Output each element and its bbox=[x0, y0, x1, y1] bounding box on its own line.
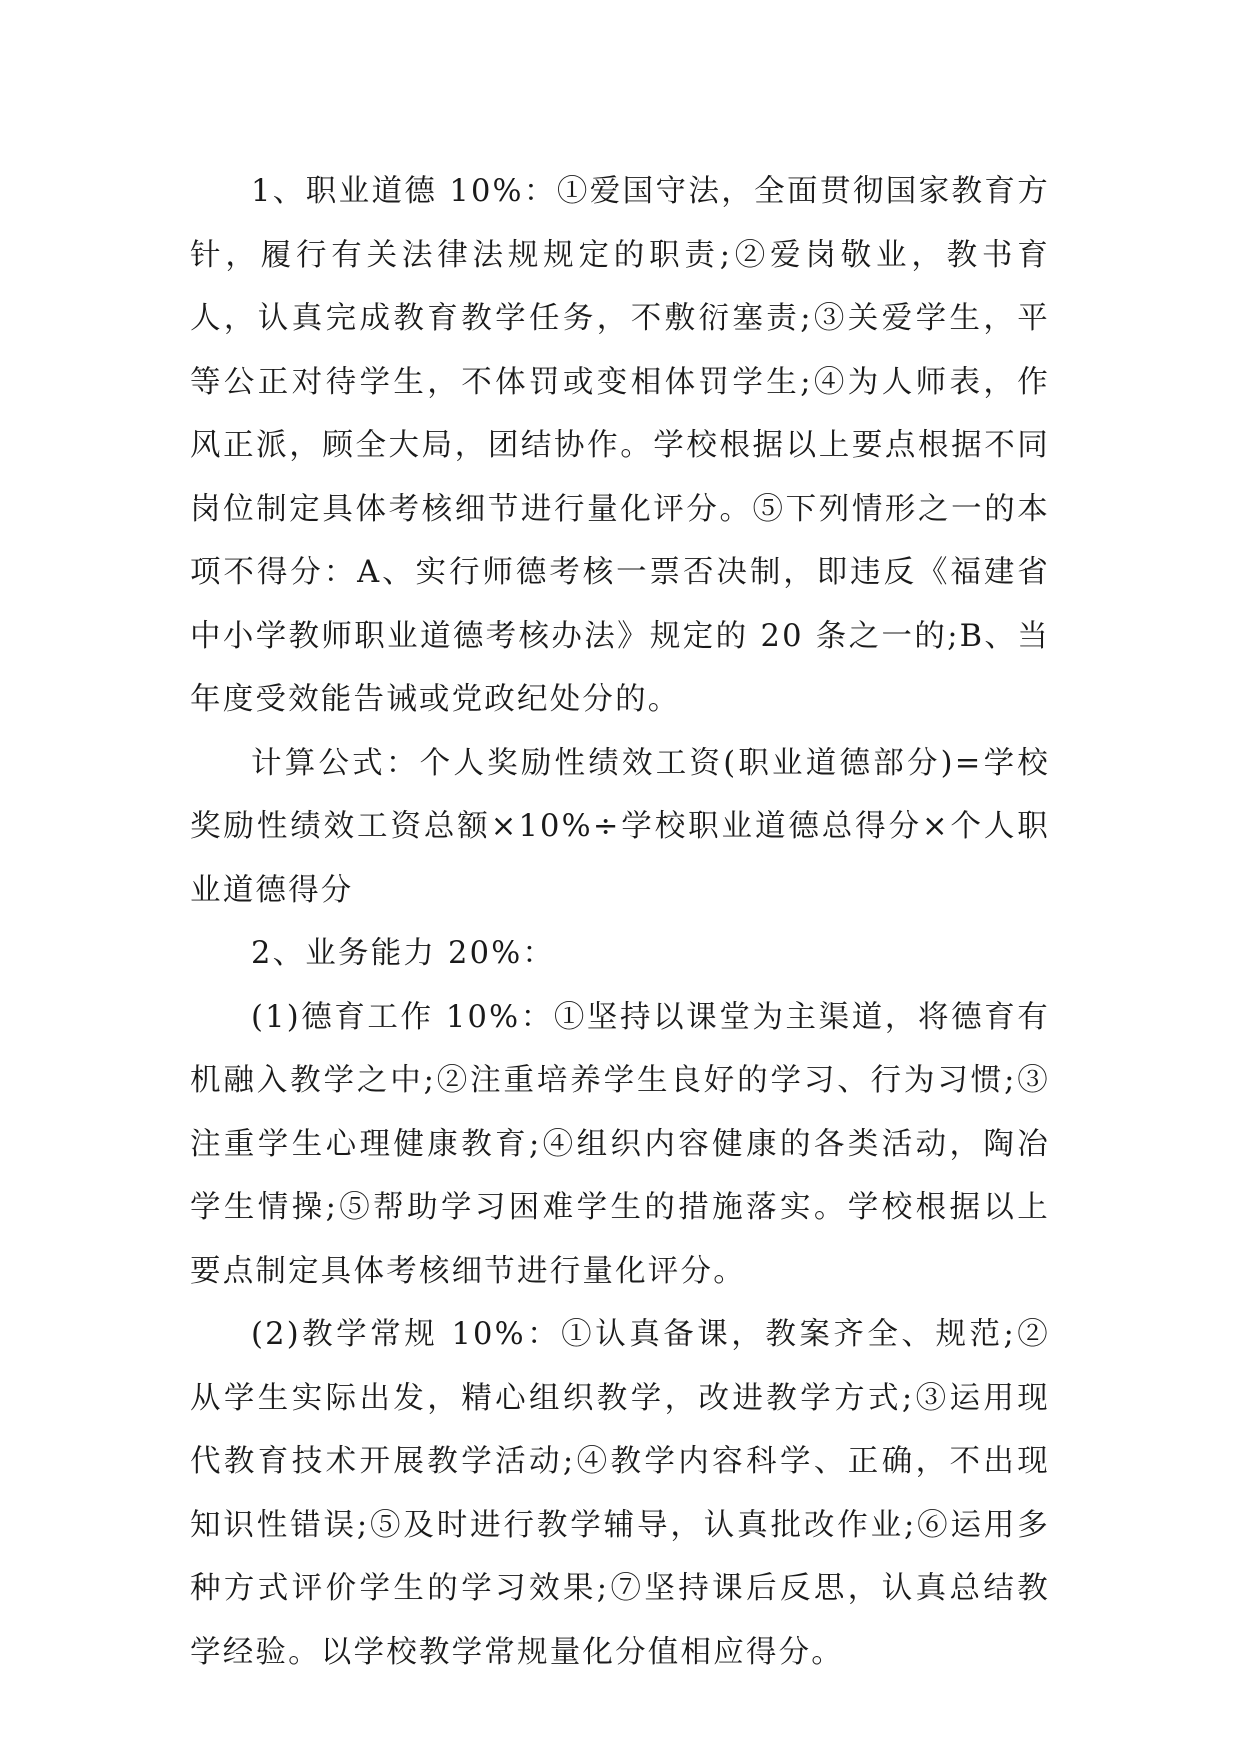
paragraph-moral-education-work: (1)德育工作 10%：①坚持以课堂为主渠道，将德育有机融入教学之中;②注重培养学生良好的学习、行为习惯;③注重学生心理健康教育;④组织内容健康的各类活动，陶冶学生情操;⑤帮助学习困难学生的措施落实。学校根据以上要点制定具体考核细节进行量化评分。 bbox=[190, 999, 1050, 1289]
paragraph-teaching-routine: (2)教学常规 10%：①认真备课，教案齐全、规范;②从学生实际出发，精心组织教学，改进教学方式;③运用现代教育技术开展教学活动;④教学内容科学、正确，不出现知识性错误;⑤及时进行教学辅导，认真批改作业;⑥运用多种方式评价学生的学习效果;⑦坚持课后反思，认真总结教学经验。以学校教学常规量化分值相应得分。 bbox=[190, 1317, 1050, 1670]
paragraph-professional-ethics: 1、职业道德 10%：①爱国守法，全面贯彻国家教育方针，履行有关法律法规规定的职责;②爱岗敬业，教书育人，认真完成教育教学任务，不敷衍塞责;③关爱学生，平等公正对待学生，不体罚或变相体罚学生;④为人师表，作风正派，顾全大局，团结协作。学校根据以上要点根据不同岗位制定具体考核细节进行量化评分。⑤下列情形之一的本项不得分：A、实行师德考核一票否决制，即违反《福建省中小学教师职业道德考核办法》规定的 20 条之一的;B、当年度受效能告诫或党政纪处分的。 bbox=[190, 174, 1050, 717]
paragraph-calculation-formula: 计算公式：个人奖励性绩效工资(职业道德部分)=学校奖励性绩效工资总额×10%÷学校职业道德总得分×个人职业道德得分 bbox=[190, 745, 1050, 908]
document-body bbox=[190, 160, 1050, 1684]
paragraph-business-ability-heading: 2、业务能力 20%： bbox=[251, 936, 556, 971]
